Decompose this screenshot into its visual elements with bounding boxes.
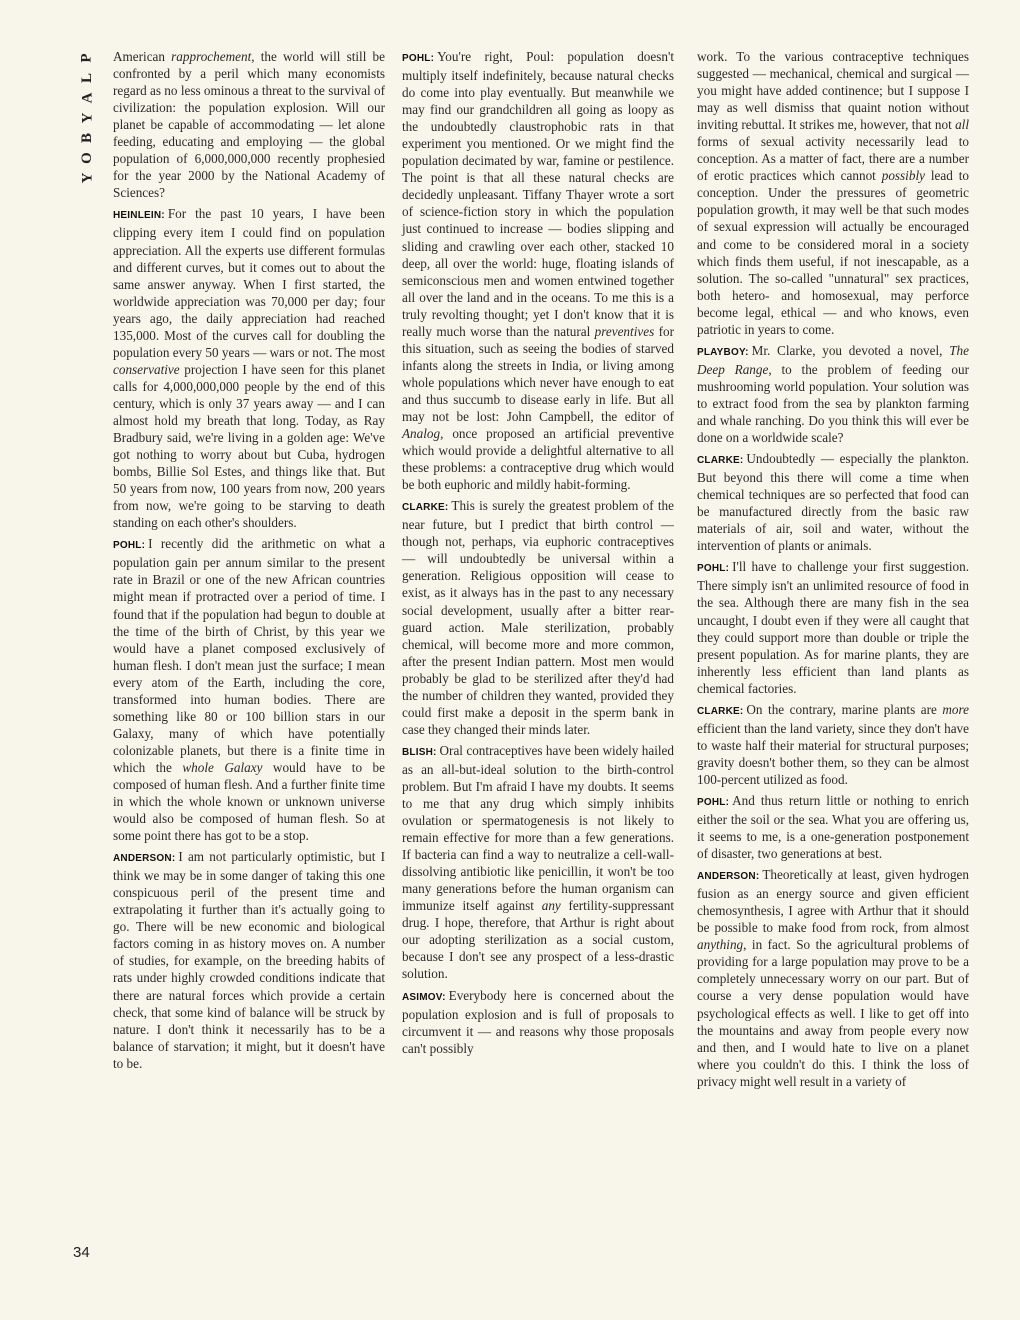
logo-letter: Y: [79, 112, 95, 124]
paragraph-text: work. To the various contraceptive techniques suggested — mechanical, chemical and surgical — you might have added continence; but I suppose I may as well dismiss that quaint notion without inviting rebuttal. It strikes me, however, that not all forms of sexual activity necessarily lead to conception. As a matter of fact, there are a number of erotic practices which cannot possibly lead to conception. Under the pressures of geometric population growth, it may well be that such modes of sexual expression will actually be encouraged and come to be considered moral in a society which finds them useful, if not inescapable, as a solution. The so-called "unnatural" sex practices, both hetero- and homosexual, may perforce become legal, ethical — and who knows, even patriotic in years to come.: [697, 49, 969, 337]
logo-letter: Y: [79, 172, 95, 184]
speaker-label: BLISH:: [402, 746, 437, 758]
paragraph-text: American rapprochement, the world will still be confronted by a peril which many economists regard as no less ominous a threat to the survival of civilization: the population explosion. Will our planet be capable of accommodating — let alone feeding, educating and employing — the global population of 6,000,000,000 recently prophesied for the year 2000 by the National Academy of Sciences?: [113, 49, 385, 201]
paragraph-text: Theoretically at least, given hydrogen fusion as an energy source and given efficient chemosynthesis, I agree with Arthur that it should be possible to make food from rock, from almost anything, in fact. So the agricultural problems of providing for a large population may prove to be a completely unnecessary worry on our part. But of course a very dense population would have psychological effects as well. I like to get off into the mountains and away from people every now and then, and I would hate to live on a planet where you couldn't do this. I think the loss of privacy might well result in a variety of: [697, 867, 969, 1089]
paragraph-text: And thus return little or nothing to enrich either the soil or the sea. What you are offering us, it seems to me, is a one-generation postponement of disaster, two generations at best.: [697, 792, 969, 862]
logo-letter: B: [78, 132, 95, 144]
page-number: 34: [73, 1244, 90, 1261]
speaker-label: ANDERSON:: [113, 853, 176, 865]
paragraph: [402, 497, 674, 738]
paragraph: [113, 205, 385, 531]
magazine-logo-vertical: [72, 48, 102, 188]
paragraph-text: On the contrary, marine plants are more efficient than the land variety, since they don't have to waste half their material for structural purposes; gravity doesn't bother them, so they can be almost 100-percent utilized as food.: [697, 701, 969, 787]
paragraph-text: I'll have to challenge your first suggestion. There simply isn't an unlimited resource of food in the sea. Although there are many fish in the sea uncaught, I doubt even if they were all caught that they could support more than double or triple the present population. As for marine plants, they are inherently less efficient than land plants as chemical factories.: [697, 559, 969, 696]
speaker-label: CLARKE:: [697, 705, 744, 717]
paragraph-text: I am not particularly optimistic, but I think we may be in some danger of taking this one conspicuous peril of the present time and extrapolating it further than it's actually going to go. There will be new economic and biological factors coming in as history moves on. A number of studies, for example, on the breeding habits of rats under highly crowded conditions indicate that there are natural forces which provide a certain check, that some kind of balance will be struck by nature. I don't think it necessarily has to be a balance of starvation; it might, but it doesn't have to be.: [113, 849, 385, 1071]
paragraph-text: This is surely the greatest problem of the near future, but I predict that birth control — though not, perhaps, via euphoric contraceptives — will undoubtedly be universal within a generation. Religious opposition will cease to exist, as it always has in the past to any necessary social development, usually after a bitter rear-guard action. Male sterilization, probably chemical, will become more and more common, after the present Indian pattern. Most men would probably be glad to be sterilized after they'd had the number of children they wanted, provided they could first make a deposit in the sperm bank in case they changed their minds later.: [402, 498, 674, 737]
paragraph-text: Undoubtedly — especially the plankton. But beyond this there will come a time when chemical techniques are so perfected that food can be manufactured directly from the basic raw materials of air, soil and water, without the intervention of plants or animals.: [697, 451, 969, 554]
speaker-label: ANDERSON:: [697, 871, 760, 883]
speaker-label: POHL:: [402, 53, 435, 64]
paragraph-text: Mr. Clarke, you devoted a novel, The Deep Range, to the problem of feeding our mushrooming world population. Your solution was to extract food from the sea by plankton farming and whale ranching. Do you think this will ever be done on a worldwide scale?: [697, 342, 969, 446]
paragraph: [402, 987, 674, 1057]
logo-letter: L: [78, 72, 95, 84]
paragraph: [402, 48, 674, 493]
paragraph-text: Everybody here is concerned about the population explosion and is full of proposals to circumvent it — and reasons why those proposals can't possibly: [402, 987, 674, 1056]
paragraph-text: For the past 10 years, I have been clipping every item I could find on population appreciation. All the experts use different formulas and different curves, but it comes out to about the same answer anyway. When I first started, the worldwide appreciation was 70,000 per day; four years ago, the daily appreciation had reached 135,000. Most of the curves call for doubling the population every 50 years — wars or not. The most conservative projection I have seen for this planet calls for 4,000,000,000 people by the end of this century, which is only 37 years away — and I can almost hold my breath that long. Today, as Ray Bradbury said, we're living in a golden age: We've got nothing to worry about but Cuba, hydrogen bombs, Billie Sol Estes, and things like that. But 50 years from now, 100 years from now, 200 years from now, we're going to be starving to death standing on each other's shoulders.: [113, 206, 385, 531]
speaker-label: PLAYBOY:: [697, 346, 749, 358]
paragraph: [697, 48, 969, 338]
text-column-3: [697, 48, 969, 1094]
speaker-label: CLARKE:: [402, 502, 449, 514]
paragraph: [697, 342, 969, 446]
speaker-label: HEINLEIN:: [113, 210, 165, 222]
speaker-label: CLARKE:: [697, 455, 744, 467]
paragraph-text: You're right, Poul: population doesn't multiply itself indefinitely, because natural checks do come into play eventually. But meanwhile we may find our grandchildren all going as loopy as the undoubtedly claustrophobic rats in that experiment you mentioned. Or we might find the population decimated by war, famine or pestilence. The point is that all these natural checks are decidedly unpleasant. Tiffany Thayer wrote a sort of science-fiction story in which the population just continued to increase — bodies slipping and sliding and crawling over each other, stacked 10 deep, all over the world: huge, floating islands of semiconscious men and women entwined together all over the land and in the oceans. To me this is a truly revolting thought; yet I don't know that it is really much worse than the natural preventives for this situation, such as seeing the bodies of starved infants along the streets in India, or living among whole populations which never have enough to eat and thus succumb to disease early in life. But all may not be lost: John Campbell, the editor of Analog, once proposed an artificial preventive which would provide a delightful alternative to all these problems: a contraceptive drug which would be both euphoric and mildly habit-forming.: [402, 49, 674, 493]
speaker-label: POHL:: [697, 796, 730, 808]
paragraph: [113, 848, 385, 1072]
speaker-label: ASIMOV:: [402, 991, 446, 1003]
paragraph: [402, 742, 674, 983]
logo-letter: A: [79, 92, 95, 104]
logo-letter: O: [78, 152, 95, 164]
paragraph: [113, 48, 385, 201]
text-column-1: [113, 48, 385, 1076]
speaker-label: POHL:: [113, 540, 146, 552]
paragraph: [697, 450, 969, 554]
paragraph-text: Oral contraceptives have been widely hailed as an all-but-ideal solution to the birth-control problem. But I'm afraid I have my doubts. It seems to me that any drug which simply inhibits ovulation or spermatogenesis is not likely to remain effective for more than a few generations. If bacteria can find a way to neutralize a cell-wall-dissolving antibiotic like penicillin, it won't be too many generations before the human organism can immunize itself against any fertility-suppressant drug. I hope, therefore, that Arthur is right about our adopting sterilization as a social custom, because I don't see any prospect of a less-drastic solution.: [402, 742, 674, 982]
paragraph: [697, 866, 969, 1090]
paragraph: [697, 701, 969, 788]
paragraph: [113, 535, 385, 844]
paragraph: [697, 792, 969, 862]
text-column-2: [402, 48, 674, 1061]
paragraph-text: I recently did the arithmetic on what a population gain per annum similar to the present rate in Brazil or one of the new African countries might mean if protracted over a period of time. I found that if the population had begun to double at the time of the birth of Christ, by this year we would have a planet composed exclusively of human flesh. I don't mean just the surface; I mean every atom of the Earth, including the core, transformed into human bodies. There are something like 80 or 100 billion stars in our Galaxy, many of which have potentially colonizable planets, but there is a finite time in which the whole Galaxy would have to be composed of human flesh. And a further finite time in which the whole known or unknown universe would also be composed of human flesh. So at some point there has got to be a stop.: [113, 536, 385, 844]
speaker-label: POHL:: [697, 563, 730, 575]
logo-letter: P: [78, 53, 95, 63]
paragraph: [697, 558, 969, 696]
